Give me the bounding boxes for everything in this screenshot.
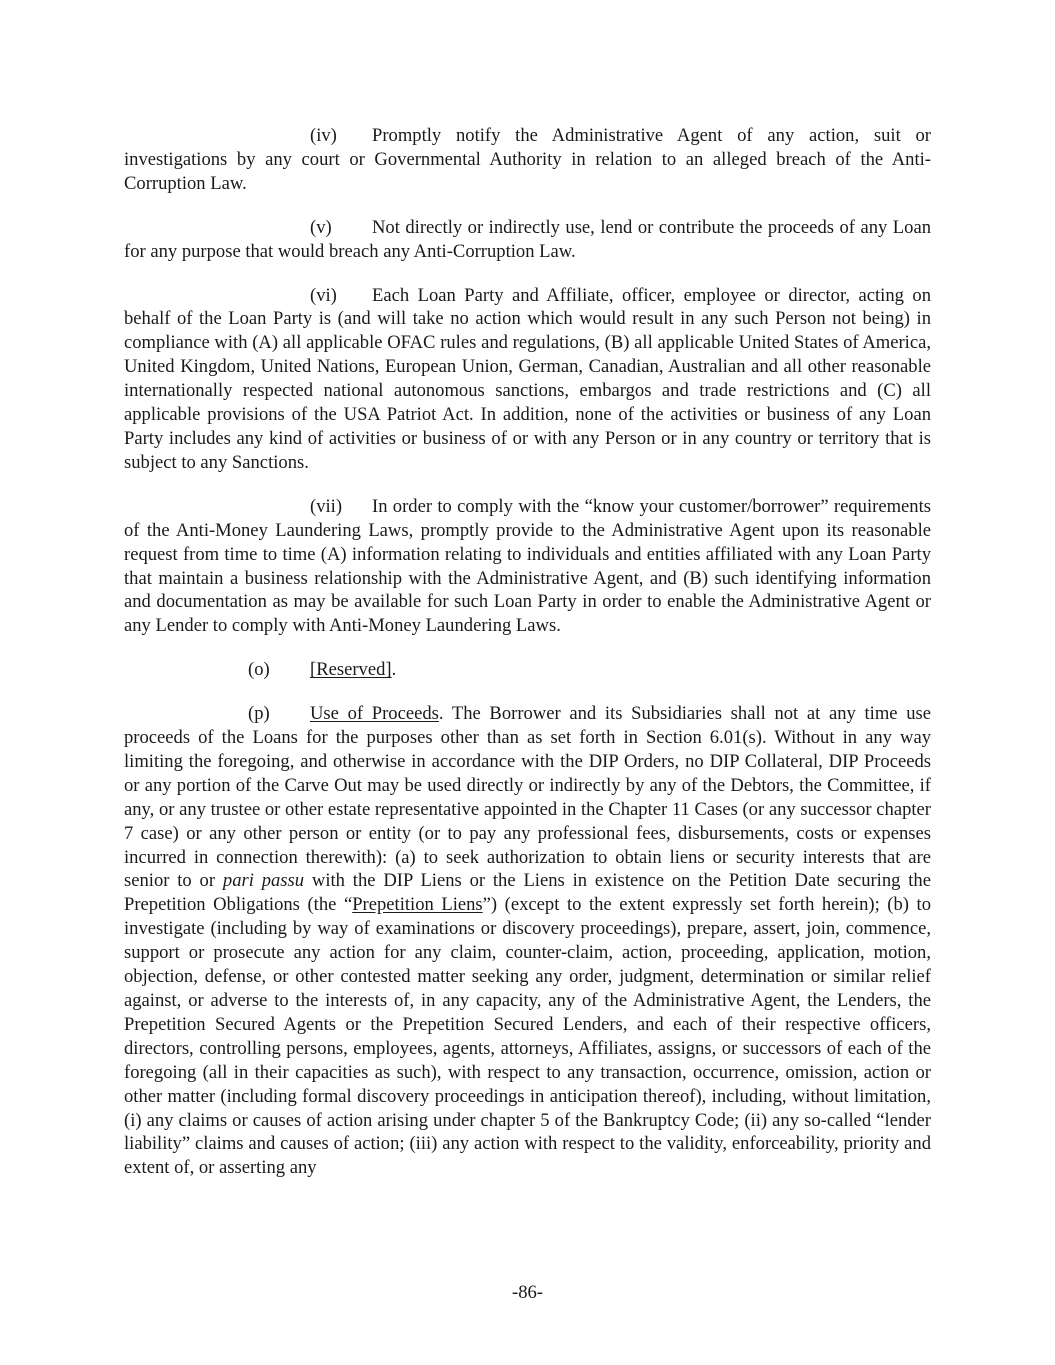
clause-text: Not directly or indirectly use, lend or contribute the proceeds of any Loan for any purpose that would breach any Anti-Corruption Law.	[124, 216, 931, 262]
clause-label: (vi)	[310, 284, 337, 306]
clause-label: (vii)	[310, 495, 343, 517]
clause-text: In order to comply with the “know your customer/borrower” requirements of the Anti-Money Laundering Laws, promptly provide to the Administrative Agent upon its reasonable request from time to time (A) information relating to individuals and entities affiliated with any Loan Party that maintain a business relationship with the Administrative Agent, and (B) such identifying information and documentation as may be available for such Loan Party in order to enable the Administrative Agent or any Lender to comply with Anti-Money Laundering Laws.	[124, 495, 931, 637]
section-label: (p)	[248, 703, 270, 725]
paragraph-v	[124, 216, 931, 264]
section-text-part-1: . The Borrower and its Subsidiaries shall not at any time use proceeds of the Loans for the purposes other than as set forth in Section 6.01(s). Without in any way limiting the foregoing, and otherwise in accordance with the DIP Orders, no DIP Collateral, DIP Proceeds or any portion of the Carve Out may be used directly or indirectly by any of the Debtors, the Committee, if any, or any trustee or other estate representative appointed in the Chapter 11 Cases (or any successor chapter 7 case) or any other person or entity (or to pay any professional fees, disbursements, costs or expenses incurred in connection therewith): (a) to seek authorization to obtain liens or security interests that are senior to or	[124, 703, 931, 892]
paragraph-p	[124, 702, 931, 1180]
italic-term: pari passu	[222, 870, 305, 892]
heading-suffix: .	[391, 659, 397, 681]
page-number: -86-	[512, 1282, 543, 1303]
clause-text: Each Loan Party and Affiliate, officer, employee or director, acting on behalf of the Loan Party is (and will take no action which would result in any such Person not being) in compliance with (A) all applicable OFAC rules and regulations, (B) all applicable United States of America, United Kingdom, United Nations, European Union, German, Canadian, Australian and all other reasonable internationally respected national autonomous sanctions, embargos and trade restrictions and (C) all applicable provisions of the USA Patriot Act. In addition, none of the activities or business of any Loan Party includes any kind of activities or business of or with any Person or in any country or territory that is subject to any Sanctions.	[124, 284, 931, 473]
section-heading: [Reserved]	[310, 659, 392, 681]
document-page	[124, 124, 931, 1200]
section-heading: Use of Proceeds	[310, 703, 439, 725]
paragraph-iv	[124, 124, 931, 196]
section-text-part-2: with the DIP Liens or the Liens in existence on the Petition Date securing the Prepetition Obligations (the “	[124, 870, 931, 916]
section-label: (o)	[248, 659, 270, 681]
clause-text: Promptly notify the Administrative Agent of any action, suit or investigations by any court or Governmental Authority in relation to an alleged breach of the Anti-Corruption Law.	[124, 125, 931, 194]
paragraph-vii	[124, 495, 931, 638]
paragraph-vi	[124, 284, 931, 475]
clause-label: (v)	[310, 216, 332, 238]
defined-term: Prepetition Liens	[352, 894, 483, 916]
clause-label: (iv)	[310, 125, 337, 146]
paragraph-o	[124, 658, 931, 682]
section-text-part-3: ”) (except to the extent expressly set forth herein); (b) to investigate (including by way of examinations or discovery proceedings), prepare, assert, join, commence, support or prosecute any action for any claim, counter-claim, action, proceeding, application, motion, objection, defense, or other contested matter seeking any order, judgment, determination or similar relief against, or adverse to the interests of, in any capacity, any of the Administrative Agent, the Lenders, the Prepetition Secured Agents or the Prepetition Secured Lenders, and each of their respective officers, directors, controlling persons, employees, agents, attorneys, Affiliates, assigns, or successors of each of the foregoing (all in their capacities as such), with respect to any transaction, occurrence, omission, action or other matter (including formal discovery proceedings in anticipation thereof), including, without limitation, (i) any claims or causes of action arising under chapter 5 of the Bankruptcy Code; (ii) any so-called “lender liability” claims and causes of action; (iii) any action with respect to the validity, enforceability, priority and extent of, or asserting any	[124, 894, 931, 1179]
